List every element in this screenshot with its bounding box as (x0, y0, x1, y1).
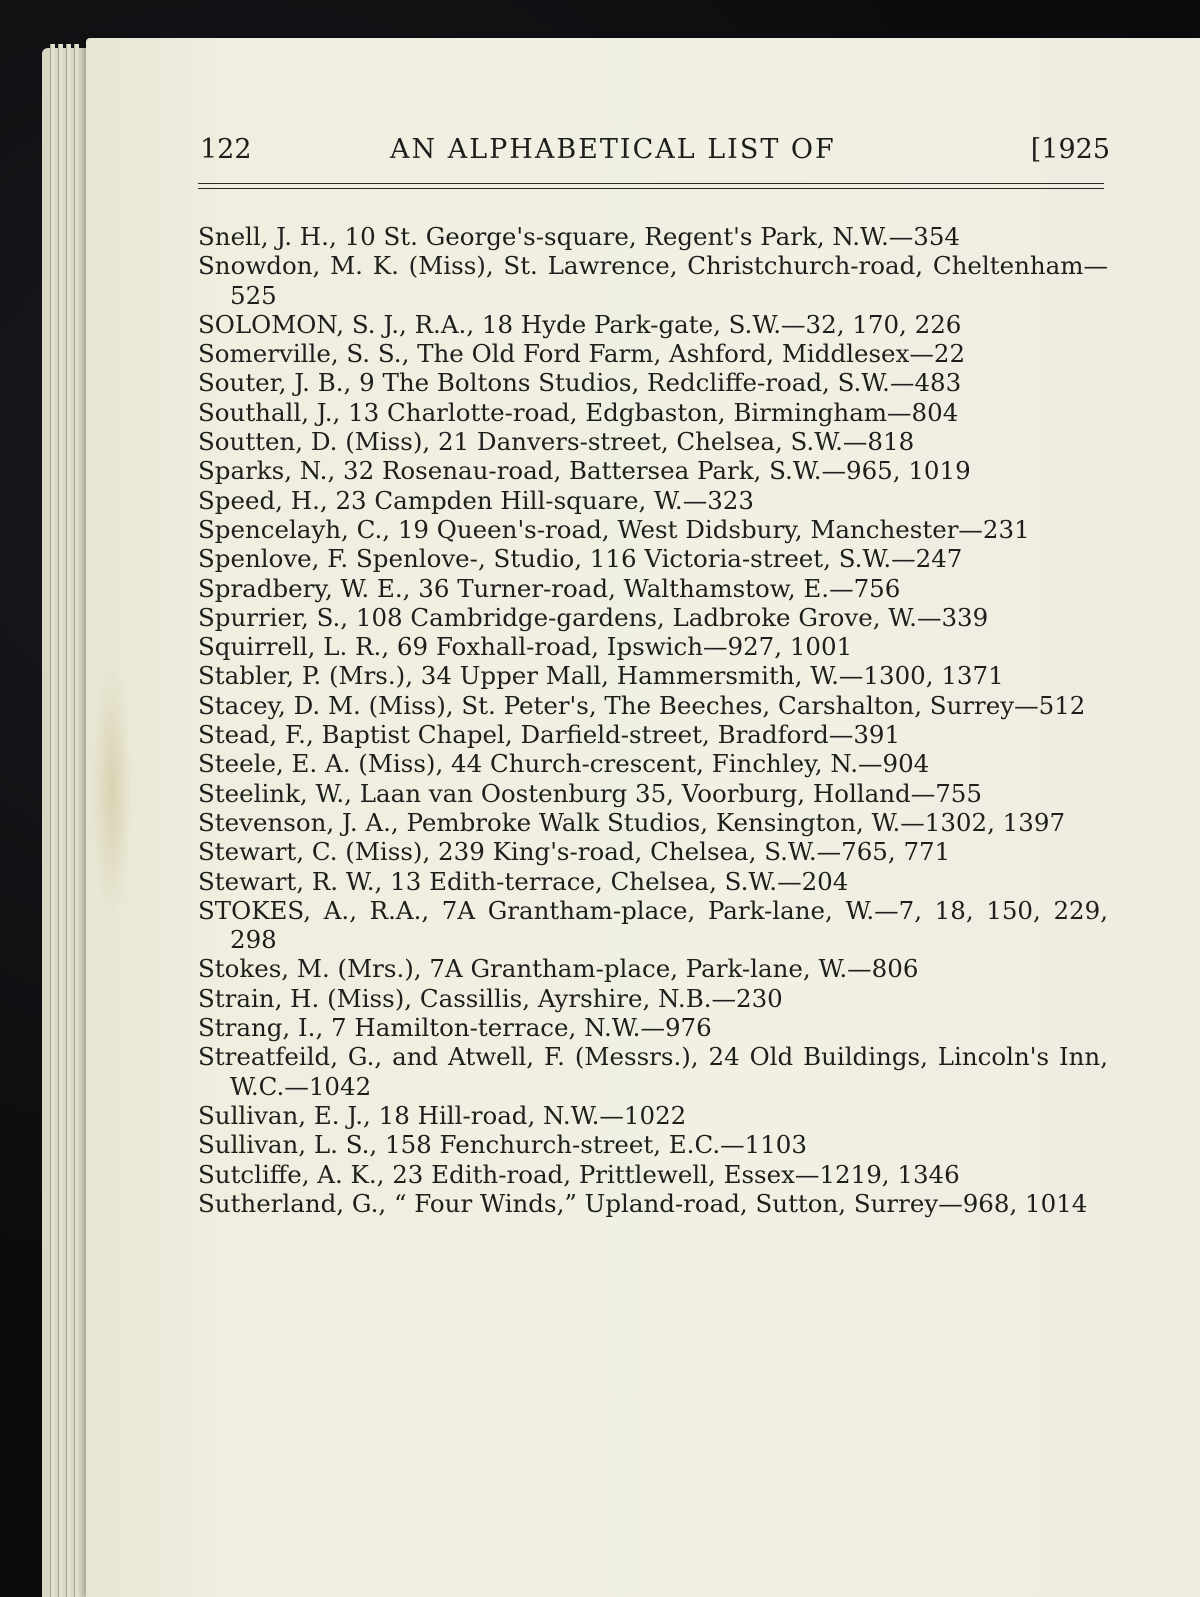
list-entry: Strain, H. (Miss), Cassillis, Ayrshire, N.B.—230 (198, 983, 783, 1013)
list-entry: Stacey, D. M. (Miss), St. Peter's, The Beeches, Carshalton, Surrey—512 (198, 690, 1086, 720)
list-entry: Southall, J., 13 Charlotte-road, Edgbaston, Birmingham—804 (198, 397, 959, 427)
paper-stain (92, 660, 132, 920)
list-entry: Stokes, M. (Mrs.), 7A Grantham-place, Park-lane, W.—806 (198, 954, 919, 984)
page-edge (58, 44, 63, 1597)
list-entry: Stabler, P. (Mrs.), 34 Upper Mall, Hammersmith, W.—1300, 1371 (198, 661, 1004, 691)
list-entry: Soutten, D. (Miss), 21 Danvers-street, Chelsea, S.W.—818 (198, 427, 915, 457)
running-title: AN ALPHABETICAL LIST OF (390, 134, 836, 165)
list-entry: Stead, F., Baptist Chapel, Darfield-street, Bradford—391 (198, 720, 901, 750)
list-entry: Strang, I., 7 Hamilton-terrace, N.W.—976 (198, 1013, 712, 1043)
list-entry: STOKES, A., R.A., 7A Grantham-place, Park-lane, W.—7, 18, 150, 229, 298 (198, 895, 1108, 955)
list-entry: Sullivan, L. S., 158 Fenchurch-street, E.C.—1103 (198, 1130, 807, 1160)
header-rule (198, 183, 1104, 184)
list-entry: Sutcliffe, A. K., 23 Edith-road, Prittlewell, Essex—1219, 1346 (198, 1159, 960, 1189)
entry-list (198, 222, 1108, 1218)
list-entry: Squirrell, L. R., 69 Foxhall-road, Ipswich—927, 1001 (198, 632, 853, 662)
list-entry: Spurrier, S., 108 Cambridge-gardens, Ladbroke Grove, W.—339 (198, 602, 989, 632)
page-edge (66, 44, 71, 1597)
list-entry: Spenlove, F. Spenlove-, Studio, 116 Victoria-street, S.W.—247 (198, 544, 963, 574)
list-entry: Snell, J. H., 10 St. George's-square, Regent's Park, N.W.—354 (198, 222, 961, 251)
list-entry: Speed, H., 23 Campden Hill-square, W.—323 (198, 485, 754, 515)
page-header (200, 134, 1110, 174)
list-entry: Sutherland, G., “ Four Winds,” Upland-road, Sutton, Surrey—968, 1014 (198, 1188, 1088, 1218)
page-edge (74, 44, 79, 1597)
year-label: [1925 (1030, 134, 1110, 165)
list-entry: Spradbery, W. E., 36 Turner-road, Walthamstow, E.—756 (198, 573, 901, 603)
list-entry: Stewart, R. W., 13 Edith-terrace, Chelsea, S.W.—204 (198, 866, 849, 896)
list-entry: Steele, E. A. (Miss), 44 Church-crescent, Finchley, N.—904 (198, 749, 930, 779)
list-entry: Somerville, S. S., The Old Ford Farm, Ashford, Middlesex—22 (198, 339, 966, 369)
page-edge (50, 44, 55, 1597)
list-entry: Sparks, N., 32 Rosenau-road, Battersea Park, S.W.—965, 1019 (198, 456, 971, 486)
list-entry: Stewart, C. (Miss), 239 King's-road, Chelsea, S.W.—765, 771 (198, 837, 951, 867)
list-entry: Snowdon, M. K. (Miss), St. Lawrence, Christchurch-road, Cheltenham—525 (198, 251, 1108, 310)
list-entry: Sullivan, E. J., 18 Hill-road, N.W.—1022 (198, 1100, 687, 1130)
list-entry: Souter, J. B., 9 The Boltons Studios, Redcliffe-road, S.W.—483 (198, 368, 962, 398)
list-entry: SOLOMON, S. J., R.A., 18 Hyde Park-gate, S.W.—32, 170, 226 (198, 309, 962, 339)
list-entry: Stevenson, J. A., Pembroke Walk Studios, Kensington, W.—1302, 1397 (198, 807, 1066, 837)
list-entry: Spencelayh, C., 19 Queen's-road, West Didsbury, Manchester—231 (198, 514, 1030, 544)
page-number: 122 (200, 134, 252, 165)
header-rule (198, 188, 1104, 189)
list-entry: Steelink, W., Laan van Oostenburg 35, Voorburg, Holland—755 (198, 778, 982, 808)
list-entry: Streatfeild, G., and Atwell, F. (Messrs.), 24 Old Buildings, Lincoln's Inn, W.C.—1042 (198, 1042, 1108, 1101)
